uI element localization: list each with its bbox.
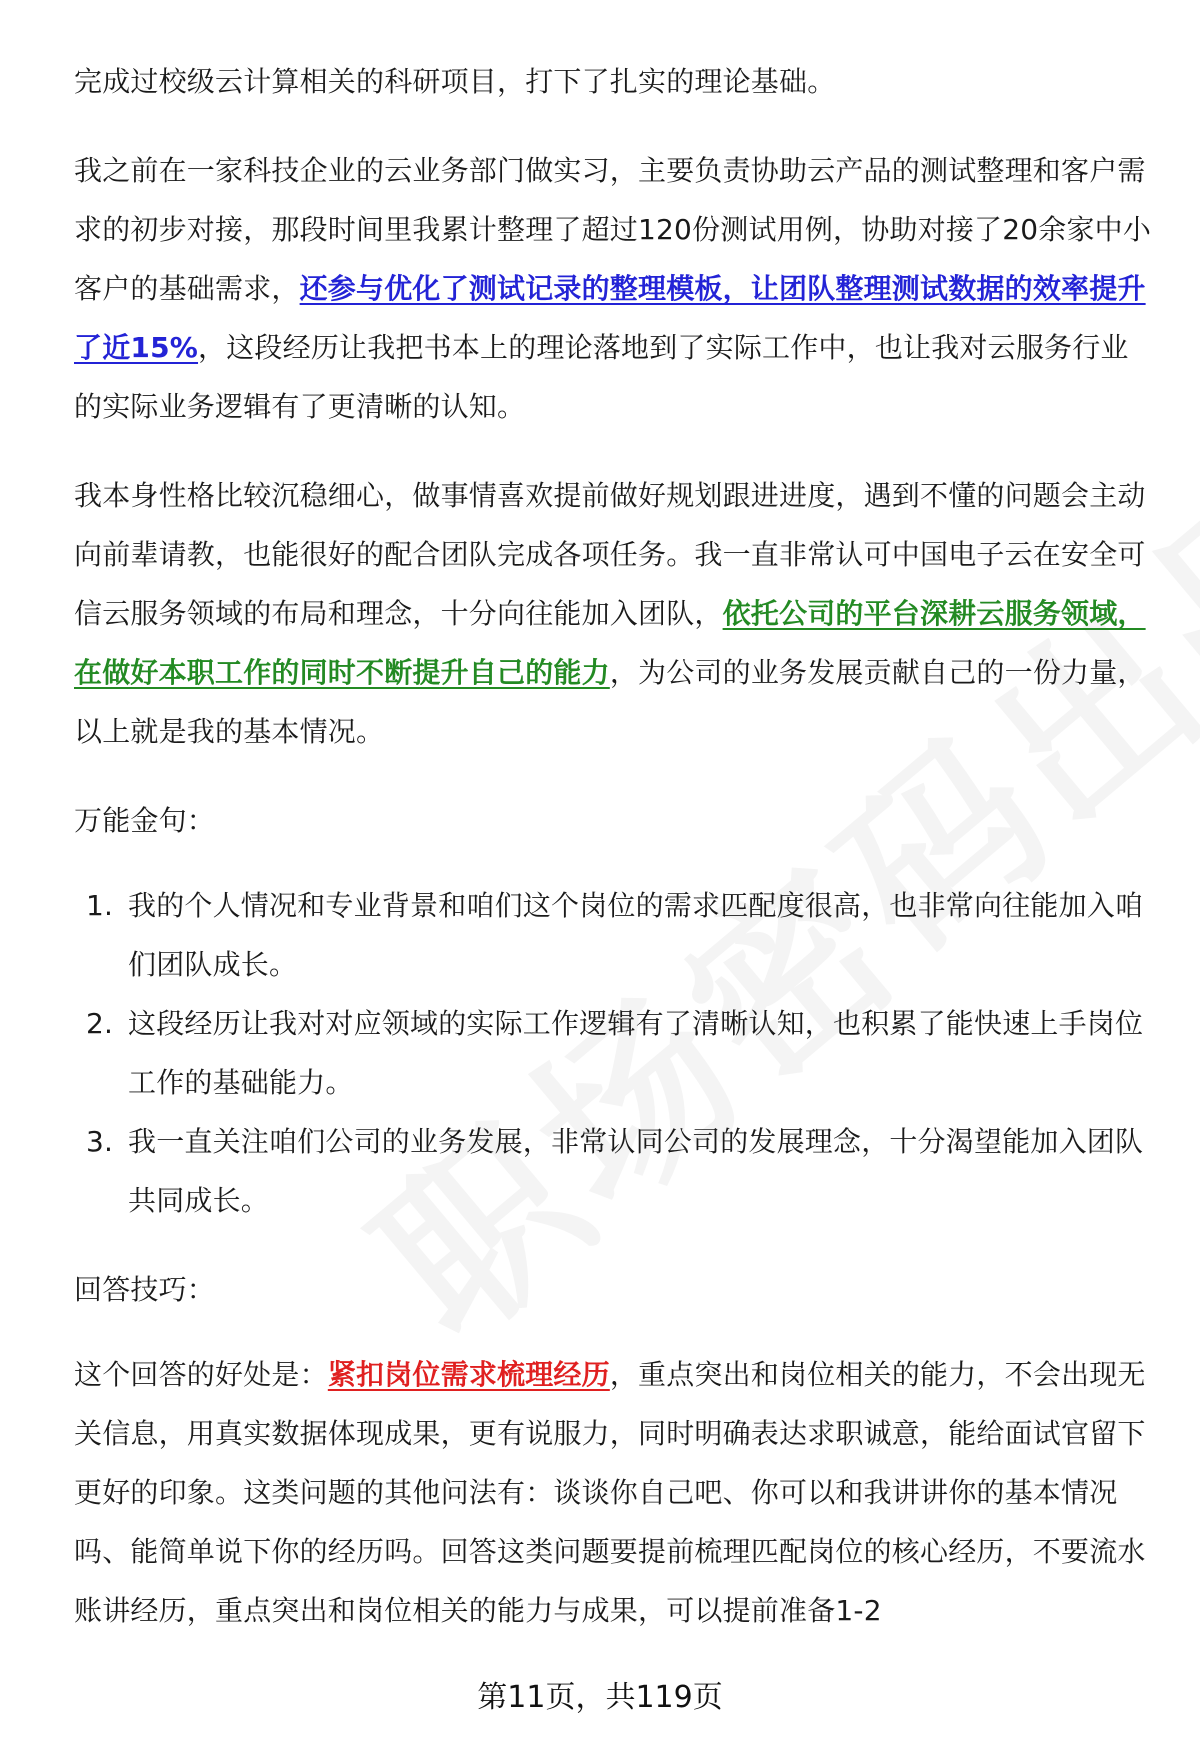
list-item: 3. 我一直关注咱们公司的业务发展，非常认同公司的发展理念，十分渴望能加入团队共同成长。 [74,1112,1154,1230]
list-number: 3. [86,1125,114,1158]
list-item: 2. 这段经历让我对对应领域的实际工作逻辑有了清晰认知，也积累了能快速上手岗位工作的基础能力。 [74,994,1154,1112]
highlight-red: 紧扣岗位需求梳理经历 [327,1358,610,1391]
paragraph-3: 我本身性格比较沉稳细心，做事情喜欢提前做好规划跟进进度，遇到不懂的问题会主动向前辈请教，也能很好的配合团队完成各项任务。我一直非常认可中国电子云在安全可信云服务领域的布局和理念，十分向往能加入团队，依托公司的平台深耕云服务领域，在做好本职工作的同时不断提升自己的能力，为公司的业务发展贡献自己的一份力量，以上就是我的基本情况。 [74,479,1146,748]
highlight-blue: 还参与优化了测试记录的整理模板，让团队整理测试数据的效率提升了近15% [74,272,1146,364]
document-body [74,52,1154,1670]
list-number: 1. [86,889,114,922]
page-footer: 第11页，共119页 [477,1680,723,1715]
golden-heading: 万能金句： [74,804,216,837]
list-number: 2. [86,1007,114,1040]
paragraph-2: 我之前在一家科技企业的云业务部门做实习，主要负责协助云产品的测试整理和客户需求的初步对接，那段时间里我累计整理了超过120份测试用例，协助对接了20余家中小客户的基础需求，还参与优化了测试记录的整理模板，让团队整理测试数据的效率提升了近15%，这段经历让我把书本上的理论落地到了实际工作中，也让我对云服务行业的实际业务逻辑有了更清晰的认知。 [74,154,1152,423]
highlight-green: 依托公司的平台深耕云服务领域，在做好本职工作的同时不断提升自己的能力 [74,597,1146,689]
paragraph-1: 完成过校级云计算相关的科研项目，打下了扎实的理论基础。 [74,65,836,98]
golden-list [74,876,1154,1230]
list-item: 1. 我的个人情况和专业背景和咱们这个岗位的需求匹配度很高，也非常向往能加入咱们团队成长。 [74,876,1154,994]
tips-heading: 回答技巧： [74,1273,216,1306]
tips-paragraph: 这个回答的好处是：紧扣岗位需求梳理经历，重点突出和岗位相关的能力，不会出现无关信息，用真实数据体现成果，更有说服力，同时明确表达求职诚意，能给面试官留下更好的印象。这类问题的其他问法有：谈谈你自己吧、你可以和我讲讲你的基本情况吗、能简单说下你的经历吗。回答这类问题要提前梳理匹配岗位的核心经历，不要流水账讲经历，重点突出和岗位相关的能力与成果，可以提前准备1-2 [74,1358,1146,1627]
